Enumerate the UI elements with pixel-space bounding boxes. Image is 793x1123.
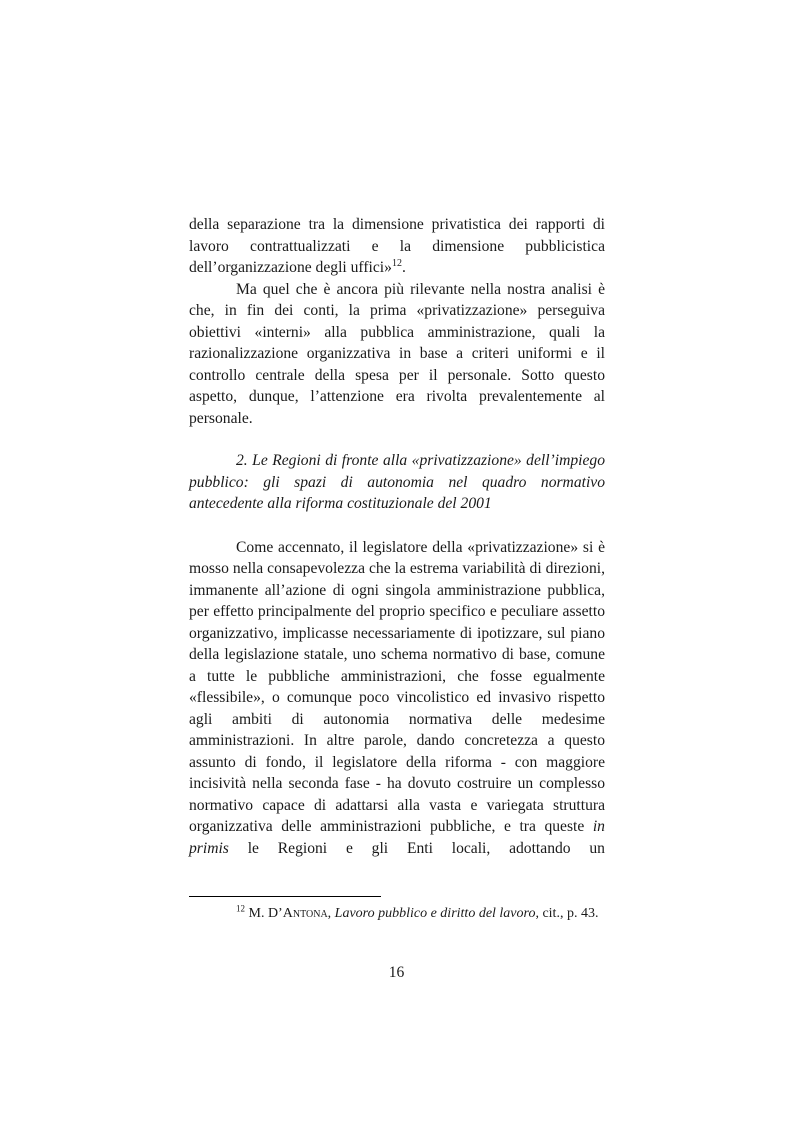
- footnote-title: Lavoro pubblico e diritto del lavoro: [334, 906, 536, 921]
- footnote-author-name: Antona: [282, 906, 328, 921]
- spacer: [189, 515, 605, 537]
- footnote-citation: , cit., p. 43.: [535, 906, 599, 921]
- paragraph: Ma quel che è ancora più rilevante nella nostra analisi è che, in fin dei conti, la prima «privatizzazione» perseguiva obiettivi «interni» alla pubblica amministrazione, quali la razionalizzazione organizzativa in base a criteri uniformi e il controllo centrale della spesa per il personale. Sotto questo aspetto, dunque, l’attenzione era rivolta prevalentemente al personale.: [189, 280, 605, 427]
- paragraph-continuation: [189, 214, 605, 279]
- italic-phrase: in primis: [189, 818, 605, 857]
- paragraph-text: Come accennato, il legislatore della «privatizzazione» si è mosso nella consapevolezza che la estrema variabilità di direzioni, immanente all’azione di ogni singola amministrazione pubblica, per effetto principalmente del proprio specifico e peculiare assetto organizzativo, implicasse necessariamente di ipotizzare, sul piano della legislazione statale, uno schema normativo di base, comune a tutte le pubbliche amministrazioni, che fosse egualmente «flessibile», o comunque poco vincolistico ed invasivo rispetto agli ambiti di autonomia normativa delle medesime amministrazioni. In altre parole, dando concretezza a questo assunto di fondo, il legislatore della riforma - con maggiore incisività nella seconda fase - ha dovuto costruire un complesso normativo capace di adattarsi alla vasta e variegata struttura organizzativa delle amministrazioni pubbliche, e tra queste: [189, 538, 605, 835]
- footnote-author-initial: M. D’: [248, 906, 283, 921]
- footnote-number: 12: [236, 903, 245, 914]
- page-body: [189, 214, 605, 859]
- paragraph-text: le Regioni e gli Enti locali, adottando un: [247, 839, 605, 857]
- paragraph: [189, 537, 605, 860]
- page-number: 16: [388, 964, 405, 981]
- footnote: $^{12}$ M. D’Antona, Lavoro pubblico e diritto del lavoro, cit., p. 43.: [236, 903, 599, 921]
- footnote-reference: 12: [391, 257, 402, 269]
- section-heading: 2. Le Regioni di fronte alla «privatizzazione» dell’impiego pubblico: gli spazi di autonomia nel quadro normativo antecedente alla riforma costituzionale del 2001: [189, 452, 605, 512]
- paragraph-end: .: [401, 259, 406, 276]
- paragraph-text: della separazione tra la dimensione privatistica dei rapporti di lavoro contrattualizzati e la dimensione pubblicistica dell’organizzazione degli uffici»: [189, 216, 605, 276]
- footnote-separator: [189, 896, 381, 897]
